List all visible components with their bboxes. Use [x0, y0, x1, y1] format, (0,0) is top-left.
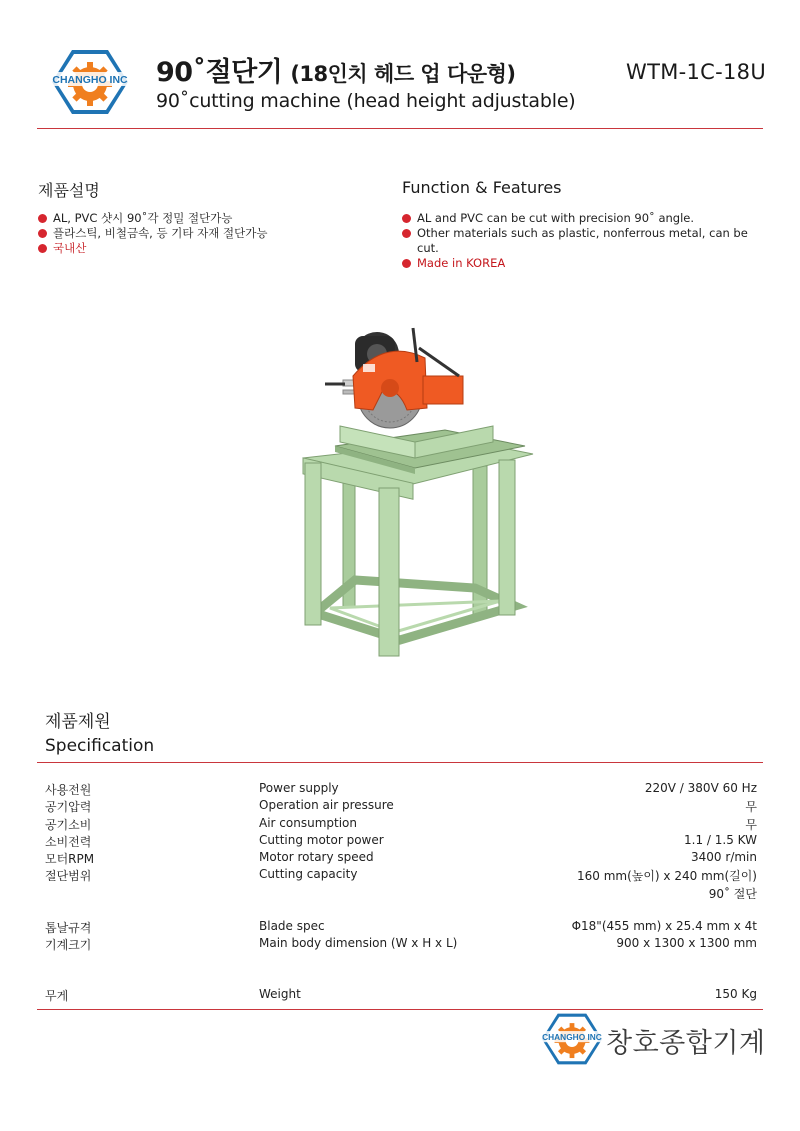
- spec-value: 3400 r/min: [691, 850, 757, 865]
- company-name: 창호종합기계: [606, 1028, 766, 1059]
- spec-top-divider: [37, 762, 763, 763]
- feature-en-item: AL and PVC can be cut with precision 90˚ angle.: [402, 211, 762, 226]
- spec-row: [45, 919, 757, 936]
- spec-label-ko: 톱날규격: [45, 921, 92, 936]
- spec-label-en: Air consumption: [259, 815, 357, 830]
- product-image: [295, 318, 540, 658]
- spec-label-en: Main body dimension (W x H x L): [259, 936, 458, 951]
- spec-label-en: Cutting capacity: [259, 867, 358, 882]
- spec-label-en: [259, 885, 509, 902]
- spec-label-ko: 절단범위: [45, 869, 92, 884]
- company-logo: [50, 48, 130, 116]
- spec-row: [45, 850, 757, 867]
- spec-row: [45, 798, 757, 815]
- spec-heading-ko: 제품제원: [45, 712, 111, 732]
- feature-en-item: Made in KOREA: [402, 256, 762, 271]
- spec-value: 무: [745, 817, 757, 832]
- title-main: 90˚절단기: [156, 57, 283, 88]
- spec-value: 900 x 1300 x 1300 mm: [616, 936, 757, 951]
- spec-row: [45, 885, 757, 902]
- spec-label-ko: [45, 885, 259, 902]
- title-korean: [156, 50, 515, 89]
- spec-value: 90˚ 절단: [708, 886, 757, 901]
- spec-label-en: Weight: [259, 986, 301, 1001]
- spec-value: 1.1 / 1.5 KW: [684, 832, 757, 847]
- footer-logo-text: CHANGHO INC: [542, 1031, 602, 1042]
- model-number: WTM-1C-18U: [626, 60, 766, 84]
- description-heading-en: Function & Features: [402, 178, 562, 197]
- title-english: 90˚cutting machine (head height adjustable): [156, 90, 576, 112]
- spec-table: [45, 781, 757, 1004]
- feature-list-ko: [38, 211, 368, 256]
- spec-bottom-divider: [37, 1009, 763, 1010]
- spec-label-ko: 사용전원: [45, 783, 92, 797]
- title-sub: (18인치 헤드 업 다운형): [290, 62, 516, 86]
- feature-ko-item: AL, PVC 샷시 90˚각 정밀 절단가능: [38, 211, 368, 226]
- feature-list-en: [402, 211, 762, 271]
- spec-spacer: [45, 902, 757, 919]
- spec-spacer: [45, 954, 757, 987]
- spec-value: 160 mm(높이) x 240 mm(길이): [576, 869, 757, 884]
- spec-row: [45, 781, 757, 798]
- spec-label-en: Power supply: [259, 781, 339, 795]
- spec-label-ko: 공기압력: [45, 800, 92, 815]
- spec-row: [45, 833, 757, 850]
- footer-logo: [540, 1012, 604, 1066]
- spec-label-en: Motor rotary speed: [259, 850, 374, 865]
- spec-row: [45, 867, 757, 884]
- spec-label-ko: 무게: [45, 988, 69, 1003]
- spec-value: Φ18"(455 mm) x 25.4 mm x 4t: [571, 919, 757, 934]
- spec-label-ko: 공기소비: [45, 817, 92, 832]
- description-heading-ko: 제품설명: [38, 181, 100, 200]
- spec-value: 220V / 380V 60 Hz: [644, 781, 757, 795]
- spec-value: 무: [745, 800, 757, 815]
- spec-label-ko: 모터RPM: [45, 852, 95, 867]
- spec-label-ko: 소비전력: [45, 834, 92, 849]
- spec-label-en: Operation air pressure: [259, 798, 394, 813]
- feature-en-item: Other materials such as plastic, nonferrous metal, can be cut.: [402, 226, 762, 256]
- spec-label-en: Cutting motor power: [259, 832, 384, 847]
- logo-text: CHANGHO INC: [52, 74, 128, 86]
- spec-row: [45, 987, 757, 1004]
- spec-value: 150 Kg: [714, 986, 757, 1001]
- feature-ko-item: 플라스틱, 비철금속, 등 기타 자재 절단가능: [38, 226, 368, 241]
- spec-heading: [45, 710, 154, 758]
- spec-label-ko: 기계크기: [45, 938, 92, 953]
- spec-heading-en: Specification: [45, 736, 155, 756]
- header-divider: [37, 128, 763, 129]
- spec-label-en: Blade spec: [259, 919, 325, 934]
- feature-ko-item: 국내산: [38, 241, 368, 256]
- spec-row: [45, 816, 757, 833]
- spec-row: [45, 936, 757, 953]
